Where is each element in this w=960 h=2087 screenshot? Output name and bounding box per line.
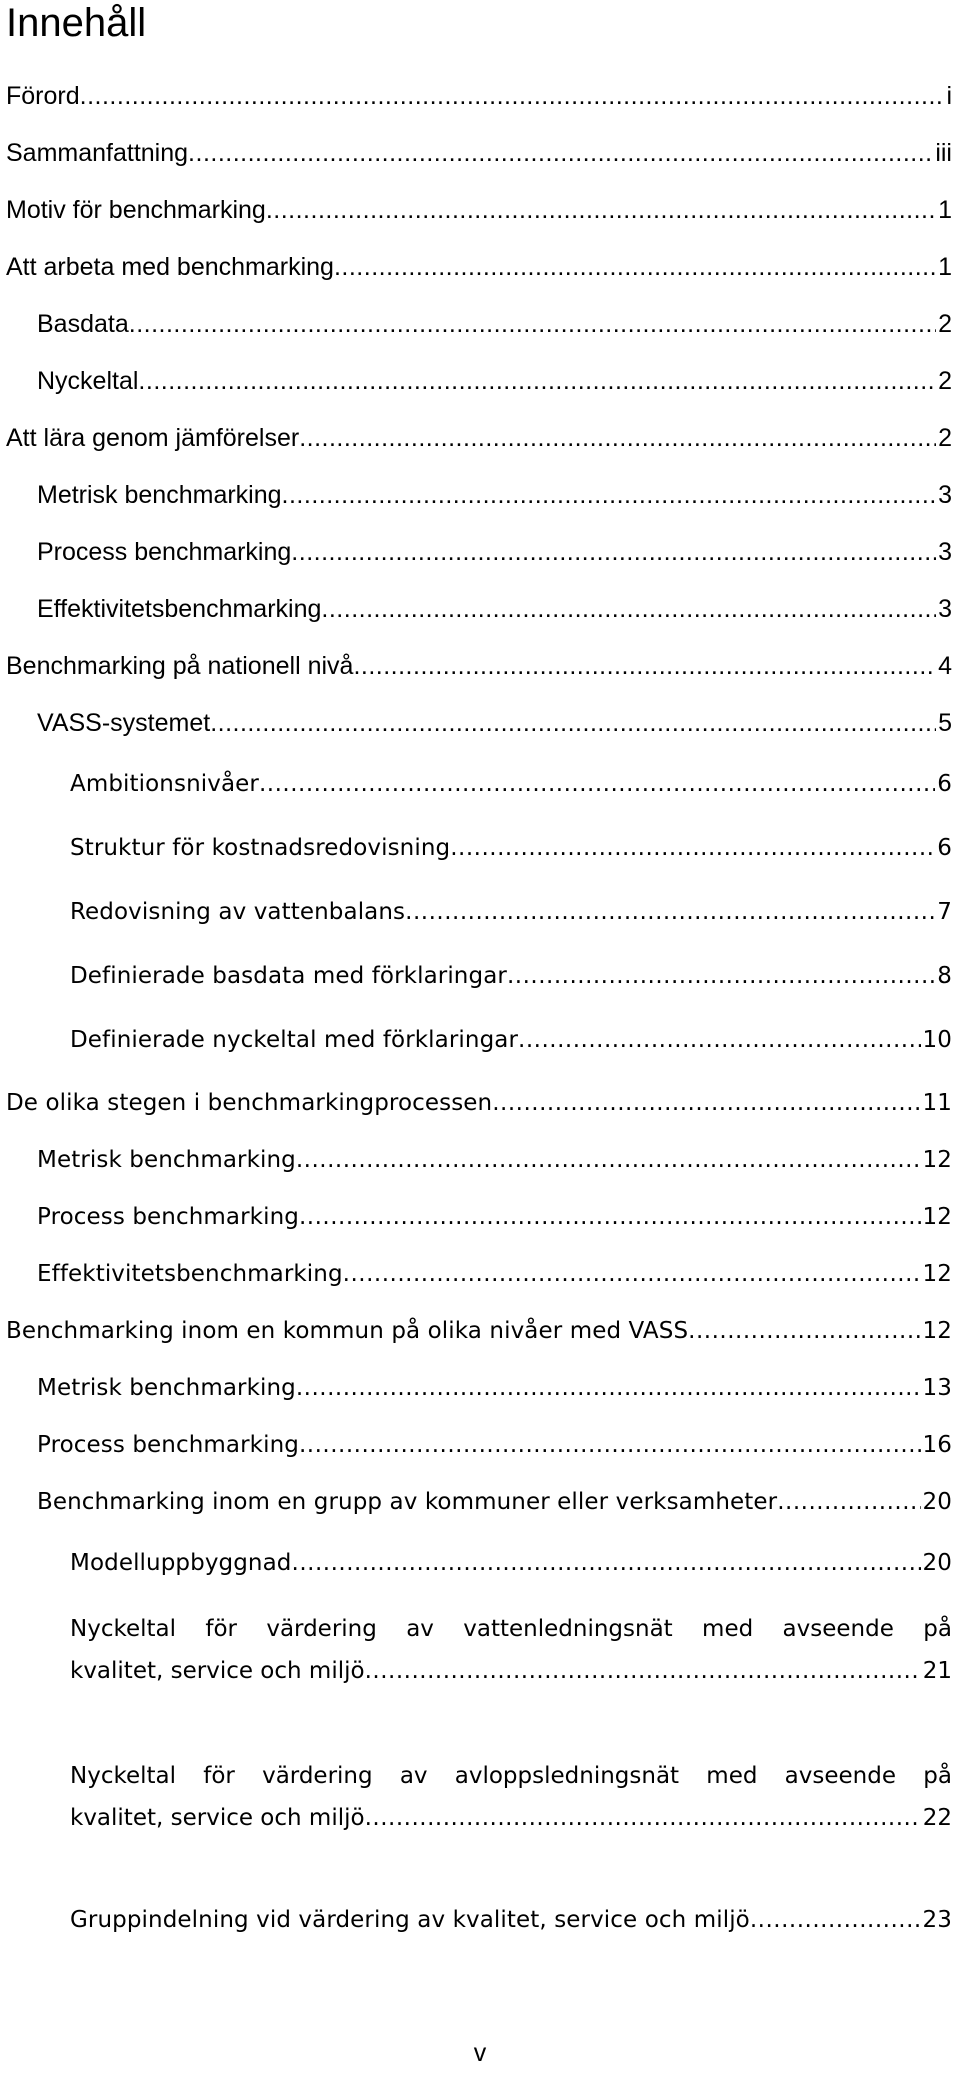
toc-entry-title: Redovisning av vattenbalans xyxy=(70,899,406,925)
title-word: för xyxy=(205,1616,237,1642)
title-word: med xyxy=(702,1616,754,1642)
dot-leader xyxy=(259,768,935,800)
dot-leader xyxy=(129,308,936,340)
toc-entry-page: 13 xyxy=(922,1375,952,1401)
toc-entry-page: 20 xyxy=(922,1489,952,1515)
toc-entry-page: i xyxy=(946,82,952,110)
toc-entry-page: 16 xyxy=(922,1432,952,1458)
title-word: av xyxy=(399,1763,428,1789)
dot-leader xyxy=(282,479,937,511)
toc-entry[interactable] xyxy=(37,1486,952,1518)
toc-entry[interactable] xyxy=(37,308,952,340)
toc-entry[interactable] xyxy=(37,1258,952,1290)
toc-entry-title: Att arbeta med benchmarking xyxy=(6,253,334,281)
toc-entry-page: 12 xyxy=(922,1261,952,1287)
dot-leader xyxy=(188,137,933,169)
toc-entry[interactable] xyxy=(6,422,952,454)
toc-entry-page: 2 xyxy=(938,310,952,338)
toc-entry-title: Att lära genom jämförelser xyxy=(6,424,300,452)
toc-entry-page: 12 xyxy=(922,1147,952,1173)
toc-entry-title: Metrisk benchmarking xyxy=(37,481,282,509)
toc-entry[interactable] xyxy=(70,896,952,928)
dot-leader xyxy=(80,80,945,112)
title-word: för xyxy=(203,1763,235,1789)
dot-leader xyxy=(321,593,936,625)
toc-entry-page: 3 xyxy=(938,538,952,566)
title-word: avseende xyxy=(784,1763,896,1789)
dot-leader xyxy=(138,365,936,397)
toc-entry[interactable] xyxy=(6,251,952,283)
toc-entry-title: Förord xyxy=(6,82,80,110)
toc-entry-multiline[interactable] xyxy=(70,1613,952,1687)
toc-entry[interactable] xyxy=(37,365,952,397)
toc-entry-page: 10 xyxy=(922,1027,952,1053)
dot-leader xyxy=(688,1315,920,1347)
toc-entry[interactable] xyxy=(37,1144,952,1176)
title-word: avseende xyxy=(782,1616,894,1642)
dot-leader xyxy=(299,422,936,454)
toc-entry-page: 3 xyxy=(938,595,952,623)
toc-entry-page: 22 xyxy=(922,1805,952,1831)
page-number: v xyxy=(473,2039,487,2067)
toc-entry-title: Benchmarking inom en grupp av kommuner eller verksamheter xyxy=(37,1489,778,1515)
toc-entry[interactable] xyxy=(37,593,952,625)
title-word: Nyckeltal xyxy=(70,1763,177,1789)
toc-entry-title: Effektivitetsbenchmarking xyxy=(37,595,322,623)
dot-leader xyxy=(292,1547,921,1579)
toc-entry-title-line2: kvalitet, service och miljö xyxy=(70,1805,365,1831)
toc-entry-page: 3 xyxy=(938,481,952,509)
toc-entry-title: Process benchmarking xyxy=(37,1204,299,1230)
toc-entry-title: Process benchmarking xyxy=(37,538,292,566)
toc-entry[interactable] xyxy=(6,1087,952,1119)
toc-entry[interactable] xyxy=(37,707,952,739)
dot-leader xyxy=(405,896,935,928)
toc-entry[interactable] xyxy=(6,194,952,226)
title-word: av xyxy=(406,1616,434,1642)
title-word: avloppsledningsnät xyxy=(454,1763,680,1789)
toc-entry[interactable] xyxy=(37,536,952,568)
dot-leader xyxy=(296,1372,921,1404)
toc-entry-title: VASS-systemet xyxy=(37,709,211,737)
toc-entry-title-line2: kvalitet, service och miljö xyxy=(70,1658,365,1684)
toc-entry[interactable] xyxy=(6,650,952,682)
toc-entry[interactable] xyxy=(6,80,952,112)
toc-entry-title: Motiv för benchmarking xyxy=(6,196,266,224)
toc-entry-title-line1 xyxy=(70,1760,952,1792)
title-word: Nyckeltal xyxy=(70,1616,177,1642)
toc-entry-page: 5 xyxy=(938,709,952,737)
dot-leader xyxy=(777,1486,920,1518)
dot-leader xyxy=(518,1024,920,1056)
toc-entry-title: Definierade basdata med förklaringar xyxy=(70,963,507,989)
toc-entry[interactable] xyxy=(37,1429,952,1461)
dot-leader xyxy=(507,960,935,992)
dot-leader xyxy=(343,1258,921,1290)
title-word: värdering xyxy=(262,1763,373,1789)
toc-entry-page: 8 xyxy=(937,963,952,989)
toc-entry-page: 2 xyxy=(938,367,952,395)
toc-entry[interactable] xyxy=(70,1024,952,1056)
toc-entry-page: 21 xyxy=(922,1658,952,1684)
toc-entry-title: Metrisk benchmarking xyxy=(37,1375,296,1401)
toc-entry-title: Process benchmarking xyxy=(37,1432,299,1458)
toc-entry-multiline[interactable] xyxy=(70,1760,952,1834)
dot-leader xyxy=(210,707,936,739)
toc-entry-page: 1 xyxy=(938,253,952,281)
toc-entry[interactable] xyxy=(70,832,952,864)
toc-entry-page: 23 xyxy=(922,1907,952,1933)
toc-entry-page: 12 xyxy=(922,1204,952,1230)
toc-entry-title: Gruppindelning vid värdering av kvalitet, service och miljö xyxy=(70,1907,750,1933)
toc-entry-title: Struktur för kostnadsredovisning xyxy=(70,835,451,861)
dot-leader xyxy=(296,1144,921,1176)
toc-entry-page: 11 xyxy=(922,1090,952,1116)
title-word: på xyxy=(923,1616,952,1642)
title-word: vattenledningsnät xyxy=(463,1616,673,1642)
toc-entry[interactable] xyxy=(6,1315,952,1347)
toc-entry-page: 12 xyxy=(922,1318,952,1344)
toc-entry-page: 2 xyxy=(938,424,952,452)
title-word: värdering xyxy=(266,1616,377,1642)
toc-entry[interactable] xyxy=(70,768,952,800)
toc-entry-title: Modelluppbyggnad xyxy=(70,1550,292,1576)
toc-entry-title: Basdata xyxy=(37,310,129,338)
dot-leader xyxy=(365,1655,921,1687)
toc-entry-page: 7 xyxy=(937,899,952,925)
toc-entry-title: Definierade nyckeltal med förklaringar xyxy=(70,1027,519,1053)
toc-entry-title: Effektivitetsbenchmarking xyxy=(37,1261,343,1287)
toc-entry-page: 1 xyxy=(938,196,952,224)
dot-leader xyxy=(291,536,936,568)
toc-entry[interactable] xyxy=(6,137,952,169)
toc-entry-page: 4 xyxy=(938,652,952,680)
toc-entry-title: Ambitionsnivåer xyxy=(70,771,259,797)
dot-leader xyxy=(450,832,935,864)
toc-entry[interactable] xyxy=(70,960,952,992)
dot-leader xyxy=(299,1201,921,1233)
toc-entry-page: iii xyxy=(935,139,952,167)
toc-entry-page: 6 xyxy=(937,835,952,861)
toc-heading: Innehåll xyxy=(6,1,147,45)
toc-entry-title: Benchmarking på nationell nivå xyxy=(6,652,354,680)
toc-entry[interactable] xyxy=(37,479,952,511)
toc-entry-page: 6 xyxy=(937,771,952,797)
toc-entry[interactable] xyxy=(70,1547,952,1579)
dot-leader xyxy=(334,251,936,283)
toc-entry-title: Metrisk benchmarking xyxy=(37,1147,296,1173)
toc-entry[interactable] xyxy=(37,1372,952,1404)
toc-entry-title-line1 xyxy=(70,1613,952,1645)
title-word: med xyxy=(706,1763,758,1789)
dot-leader xyxy=(492,1087,920,1119)
toc-entry-page: 20 xyxy=(922,1550,952,1576)
toc-entry[interactable] xyxy=(37,1201,952,1233)
title-word: på xyxy=(923,1763,952,1789)
dot-leader xyxy=(750,1904,921,1936)
toc-entry-title: Benchmarking inom en kommun på olika nivåer med VASS xyxy=(6,1318,689,1344)
toc-entry[interactable] xyxy=(70,1904,952,1936)
toc-entry-title: Sammanfattning xyxy=(6,139,189,167)
dot-leader xyxy=(299,1429,921,1461)
dot-leader xyxy=(266,194,936,226)
toc-entry-title: De olika stegen i benchmarkingprocessen xyxy=(6,1090,493,1116)
dot-leader xyxy=(365,1802,921,1834)
toc-entry-title: Nyckeltal xyxy=(37,367,139,395)
dot-leader xyxy=(353,650,936,682)
